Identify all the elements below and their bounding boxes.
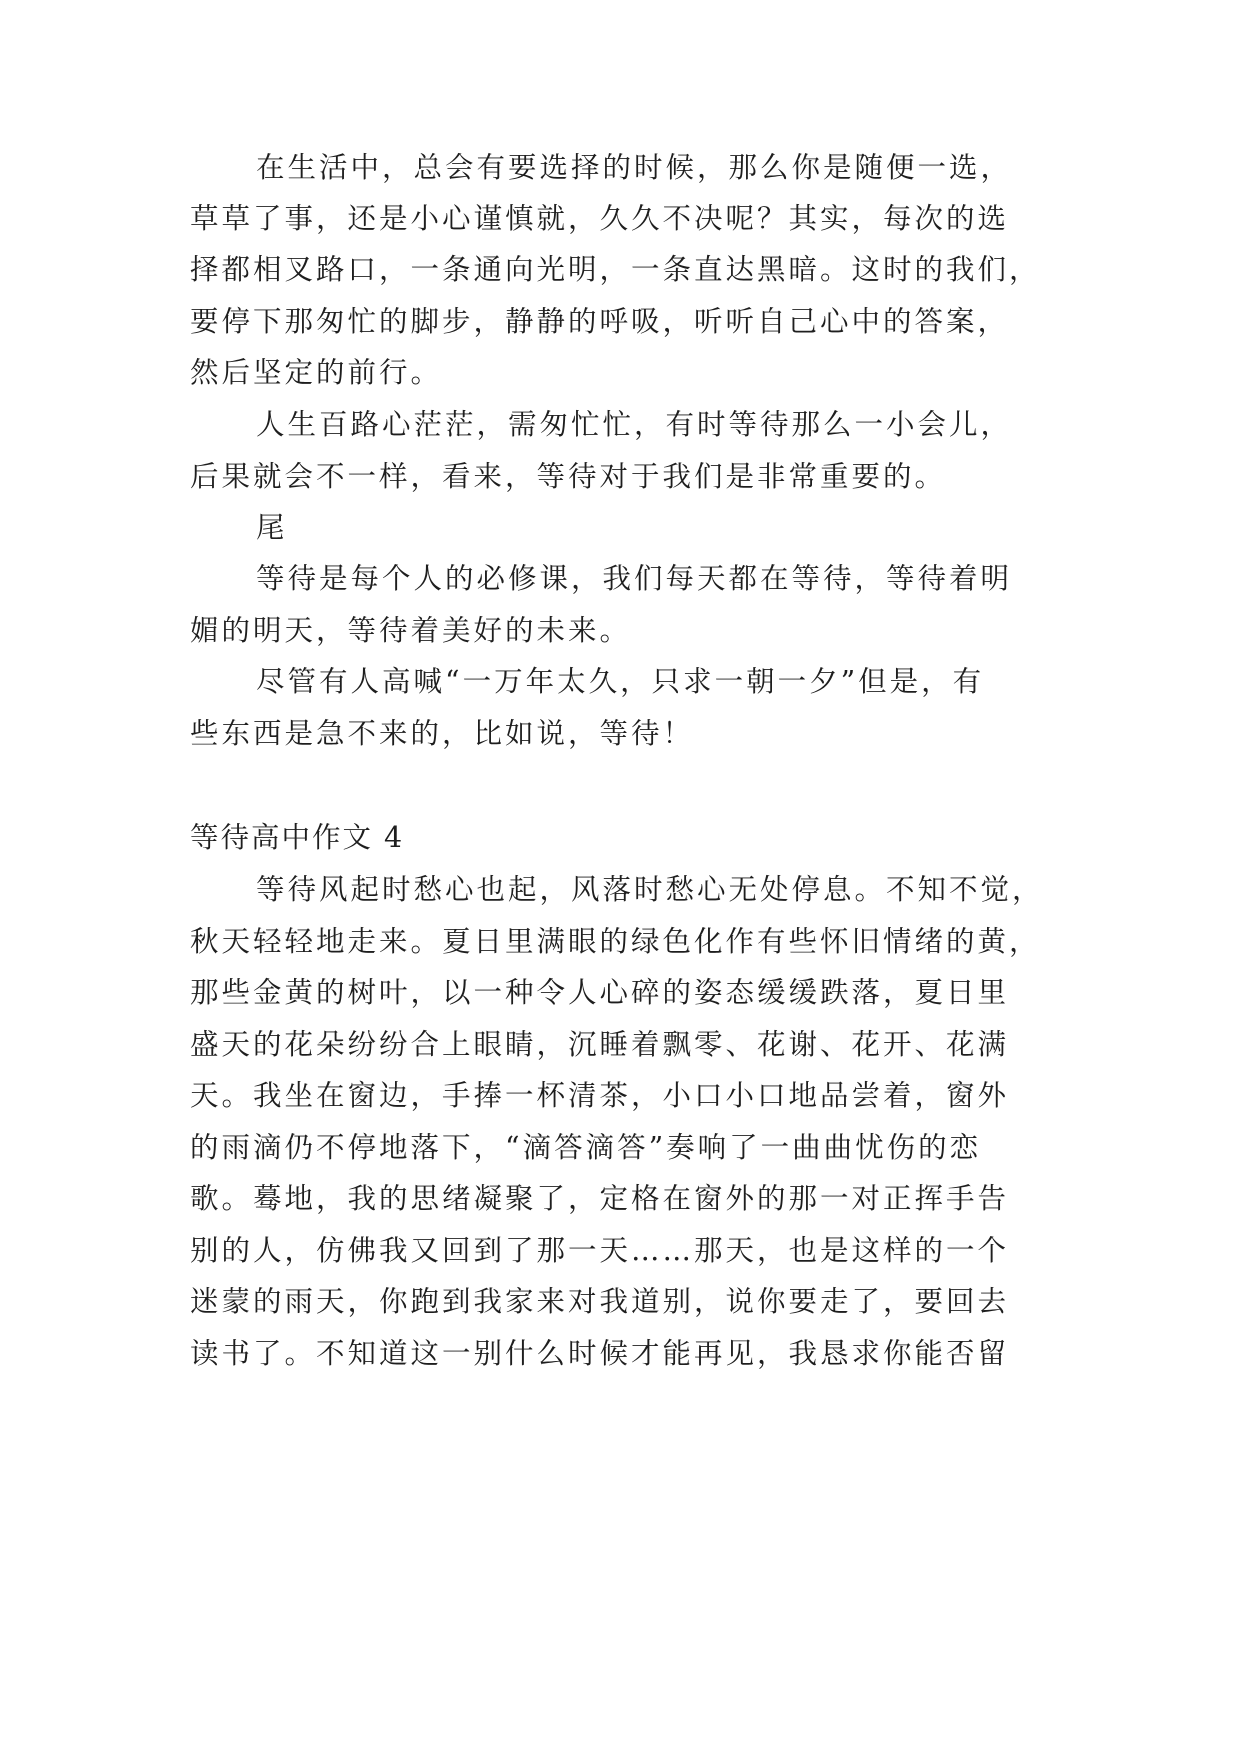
- paragraph-line: 在生活中，总会有要选择的时候，那么你是随便一选，: [256, 151, 1013, 184]
- paragraph-line: 媚的明天，等待着美好的未来。: [190, 614, 632, 647]
- paragraph-line: 歌。蓦地，我的思绪凝聚了，定格在窗外的那一对正挥手告: [190, 1182, 1010, 1215]
- paragraph-line: 天。我坐在窗边，手捧一杯清茶，小口小口地品尝着，窗外: [190, 1079, 1010, 1112]
- paragraph-line: 后果就会不一样，看来，等待对于我们是非常重要的。: [190, 460, 947, 493]
- paragraph-line: 尾: [256, 511, 288, 544]
- paragraph-line: 择都相叉路口，一条通向光明，一条直达黑暗。这时的我们，: [190, 253, 1041, 286]
- paragraph-line: 迷蒙的雨天，你跑到我家来对我道别，说你要走了，要回去: [190, 1285, 1010, 1318]
- paragraph-line: 然后坚定的前行。: [190, 356, 443, 389]
- paragraph-line: 些东西是急不来的，比如说，等待！: [190, 717, 695, 750]
- paragraph-line: 读书了。不知道这一别什么时候才能再见，我恳求你能否留: [190, 1337, 1010, 1370]
- paragraph-line: 那些金黄的树叶，以一种令人心碎的姿态缓缓跌落，夏日里: [190, 976, 1010, 1009]
- paragraph-line: 草草了事，还是小心谨慎就，久久不决呢？其实，每次的选: [190, 202, 1010, 235]
- section-heading: 等待高中作文 4: [190, 821, 405, 854]
- paragraph-line: 等待是每个人的必修课，我们每天都在等待，等待着明: [256, 562, 1013, 595]
- paragraph-line: 等待风起时愁心也起，风落时愁心无处停息。不知不觉，: [256, 873, 1044, 906]
- paragraph-line: 盛天的花朵纷纷合上眼睛，沉睡着飘零、花谢、花开、花满: [190, 1028, 1010, 1061]
- paragraph-line: 别的人，仿佛我又回到了那一天……那天，也是这样的一个: [190, 1234, 1010, 1267]
- paragraph-line: 人生百路心茫茫，需匆忙忙，有时等待那么一小会儿，: [256, 408, 1013, 441]
- paragraph-line: 要停下那匆忙的脚步，静静的呼吸，听听自己心中的答案，: [190, 305, 1010, 338]
- paragraph-line: 尽管有人高喊“一万年太久，只求一朝一夕”但是，有: [256, 665, 985, 698]
- paragraph-line: 秋天轻轻地走来。夏日里满眼的绿色化作有些怀旧情绪的黄，: [190, 925, 1041, 958]
- paragraph-line: 的雨滴仍不停地落下，“滴答滴答”奏响了一曲曲忧伤的恋: [190, 1131, 982, 1164]
